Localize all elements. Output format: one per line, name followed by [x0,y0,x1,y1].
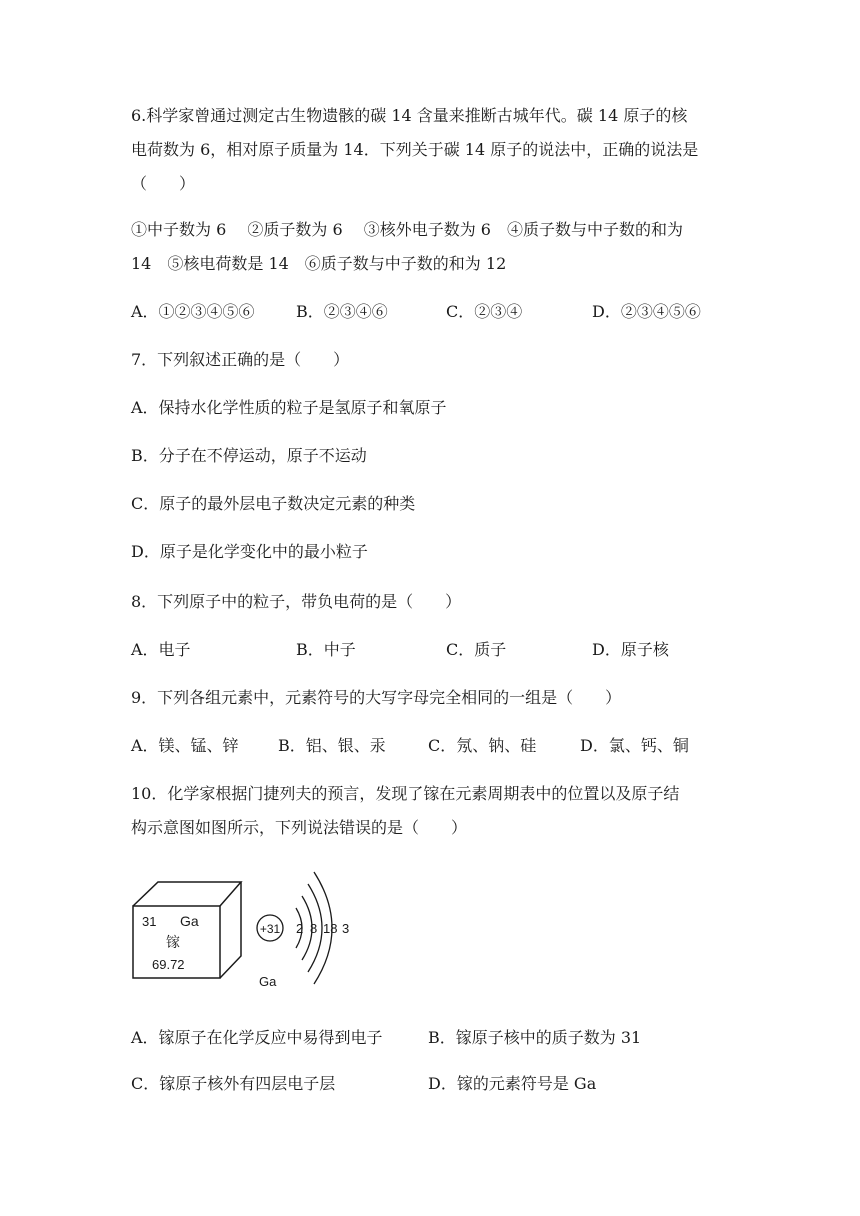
q9-stem: 9．下列各组元素中，元素符号的大写字母完全相同的一组是（ ） [131,688,622,707]
q8-option-b: B．中子 [296,640,356,659]
q7-option-a: A．保持水化学性质的粒子是氢原子和氧原子 [131,398,447,417]
q6-option-d: D．②③④⑤⑥ [592,302,701,321]
element-cell-box [133,882,241,978]
q6-option-c: C．②③④ [446,302,523,321]
q6-statements-line-1: ①中子数为 6 ②质子数为 6 ③核外电子数为 6 ④质子数与中子数的和为 [131,220,683,239]
q10-stem-line-2: 构示意图如图所示，下列说法错误的是（ ） [131,818,468,837]
q8-option-a: A．电子 [131,640,191,659]
q8-option-d: D．原子核 [592,640,669,659]
q10-option-b: B．镓原子核中的质子数为 31 [428,1028,642,1047]
shell-1-electrons: 2 [296,921,304,936]
q7-option-c: C．原子的最外层电子数决定元素的种类 [131,494,416,513]
gallium-figure [128,862,368,1002]
q6-statements-line-2: 14 ⑤核电荷数是 14 ⑥质子数与中子数的和为 12 [131,254,507,273]
q8-stem: 8．下列原子中的粒子，带负电荷的是（ ） [131,592,462,611]
q6-stem-line-1: 6.科学家曾通过测定古生物遗骸的碳 14 含量来推断古城年代。碳 14 原子的核 [131,106,688,125]
q8-option-c: C．质子 [446,640,507,659]
q7-option-d: D．原子是化学变化中的最小粒子 [131,542,368,561]
shell-2-electrons: 8 [310,921,318,936]
q6-stem-line-3: （ ） [131,174,196,193]
q7-option-b: B．分子在不停运动，原子不运动 [131,446,367,465]
q9-option-c: C．氖、钠、硅 [428,736,537,755]
q9-option-b: B．铝、银、汞 [278,736,386,755]
q9-option-d: D．氯、钙、铜 [580,736,689,755]
shell-3-electrons: 18 [323,921,338,936]
q10-stem-line-1: 10．化学家根据门捷列夫的预言，发现了镓在元素周期表中的位置以及原子结 [131,784,680,803]
q10-option-d: D．镓的元素符号是 Ga [428,1074,597,1093]
q10-option-a: A．镓原子在化学反应中易得到电子 [131,1028,383,1047]
nucleus-charge: +31 [259,922,281,936]
shell-4-electrons: 3 [342,921,350,936]
q9-option-a: A．镁、锰、锌 [131,736,239,755]
element-atomic-number: 31 [142,914,157,929]
element-atomic-mass: 69.72 [152,957,185,972]
diagram-label: Ga [259,974,277,989]
q6-option-b: B．②③④⑥ [296,302,388,321]
q10-option-c: C．镓原子核外有四层电子层 [131,1074,336,1093]
q6-option-a: A．①②③④⑤⑥ [131,302,255,321]
q7-stem: 7．下列叙述正确的是（ ） [131,350,350,369]
q6-stem-line-2: 电荷数为 6，相对原子质量为 14．下列关于碳 14 原子的说法中，正确的说法是 [131,140,699,159]
element-name: 镓 [166,934,180,950]
element-symbol: Ga [180,913,199,929]
